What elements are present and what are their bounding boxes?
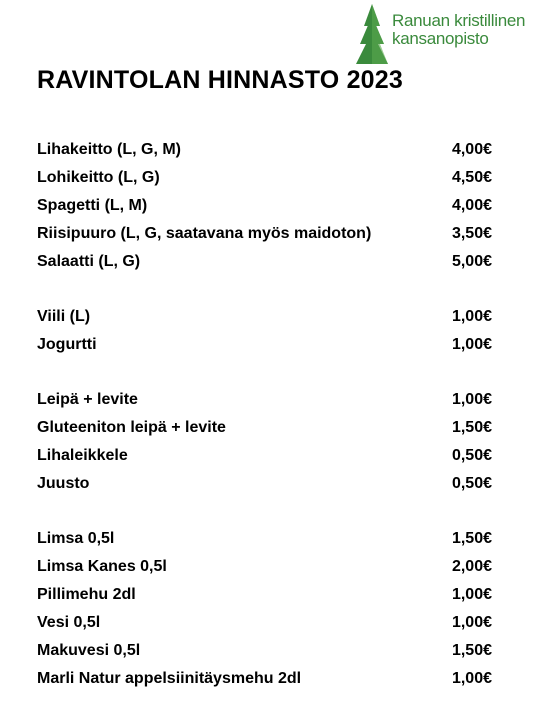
item-price: 1,50€ xyxy=(451,419,492,436)
item-name: Juusto xyxy=(37,475,90,492)
item-price: 0,50€ xyxy=(451,475,492,492)
item-name: Limsa 0,5l xyxy=(37,530,115,547)
item-price: 2,00€ xyxy=(451,558,492,575)
item-name: Lihakeitto (L, G, M) xyxy=(37,141,181,158)
menu-group-soups xyxy=(37,136,492,276)
item-price: 4,50€ xyxy=(451,169,492,186)
menu-item xyxy=(37,665,492,693)
logo-line-2: kansanopisto xyxy=(392,29,489,48)
item-price: 4,00€ xyxy=(451,141,492,158)
menu-item xyxy=(37,331,492,359)
item-name: Spagetti (L, M) xyxy=(37,197,148,214)
item-price: 1,00€ xyxy=(451,614,492,631)
item-name: Limsa Kanes 0,5l xyxy=(37,558,167,575)
item-name: Lihaleikkele xyxy=(37,447,128,464)
menu-item xyxy=(37,220,492,248)
item-price: 1,00€ xyxy=(451,308,492,325)
item-name: Vesi 0,5l xyxy=(37,614,101,631)
menu-item xyxy=(37,637,492,665)
item-price: 5,00€ xyxy=(451,253,492,270)
menu-group-drinks xyxy=(37,525,492,693)
group-spacer xyxy=(37,498,492,525)
item-price: 1,00€ xyxy=(451,670,492,687)
group-spacer xyxy=(37,359,492,386)
menu-item xyxy=(37,136,492,164)
menu-item xyxy=(37,581,492,609)
item-name: Salaatti (L, G) xyxy=(37,253,141,270)
logo-line-1: Ranuan kristillinen xyxy=(392,11,526,30)
group-spacer xyxy=(37,276,492,303)
price-list xyxy=(37,136,492,693)
item-price: 1,50€ xyxy=(451,530,492,547)
logo-text xyxy=(392,12,525,48)
menu-item xyxy=(37,609,492,637)
item-price: 1,50€ xyxy=(451,642,492,659)
menu-item xyxy=(37,414,492,442)
menu-item xyxy=(37,192,492,220)
menu-item xyxy=(37,470,492,498)
item-name: Riisipuuro (L, G, saatavana myös maidoton) xyxy=(37,225,372,242)
item-price: 3,50€ xyxy=(451,225,492,242)
item-price: 1,00€ xyxy=(451,586,492,603)
menu-item xyxy=(37,553,492,581)
item-name: Makuvesi 0,5l xyxy=(37,642,141,659)
item-price: 4,00€ xyxy=(451,197,492,214)
menu-group-dairy xyxy=(37,303,492,359)
page-title: RAVINTOLAN HINNASTO 2023 xyxy=(37,66,403,94)
menu-item xyxy=(37,248,492,276)
logo xyxy=(352,2,538,66)
item-name: Gluteeniton leipä + levite xyxy=(37,419,226,436)
item-name: Leipä + levite xyxy=(37,391,138,408)
item-name: Viili (L) xyxy=(37,308,91,325)
item-name: Marli Natur appelsiinitäysmehu 2dl xyxy=(37,670,302,687)
item-name: Jogurtti xyxy=(37,336,97,353)
item-price: 0,50€ xyxy=(451,447,492,464)
menu-item xyxy=(37,442,492,470)
item-price: 1,00€ xyxy=(451,391,492,408)
item-name: Pillimehu 2dl xyxy=(37,586,136,603)
menu-item xyxy=(37,525,492,553)
menu-item xyxy=(37,386,492,414)
item-price: 1,00€ xyxy=(451,336,492,353)
item-name: Lohikeitto (L, G) xyxy=(37,169,160,186)
menu-item xyxy=(37,164,492,192)
menu-item xyxy=(37,303,492,331)
menu-group-bread xyxy=(37,386,492,498)
tree-icon xyxy=(354,2,390,66)
